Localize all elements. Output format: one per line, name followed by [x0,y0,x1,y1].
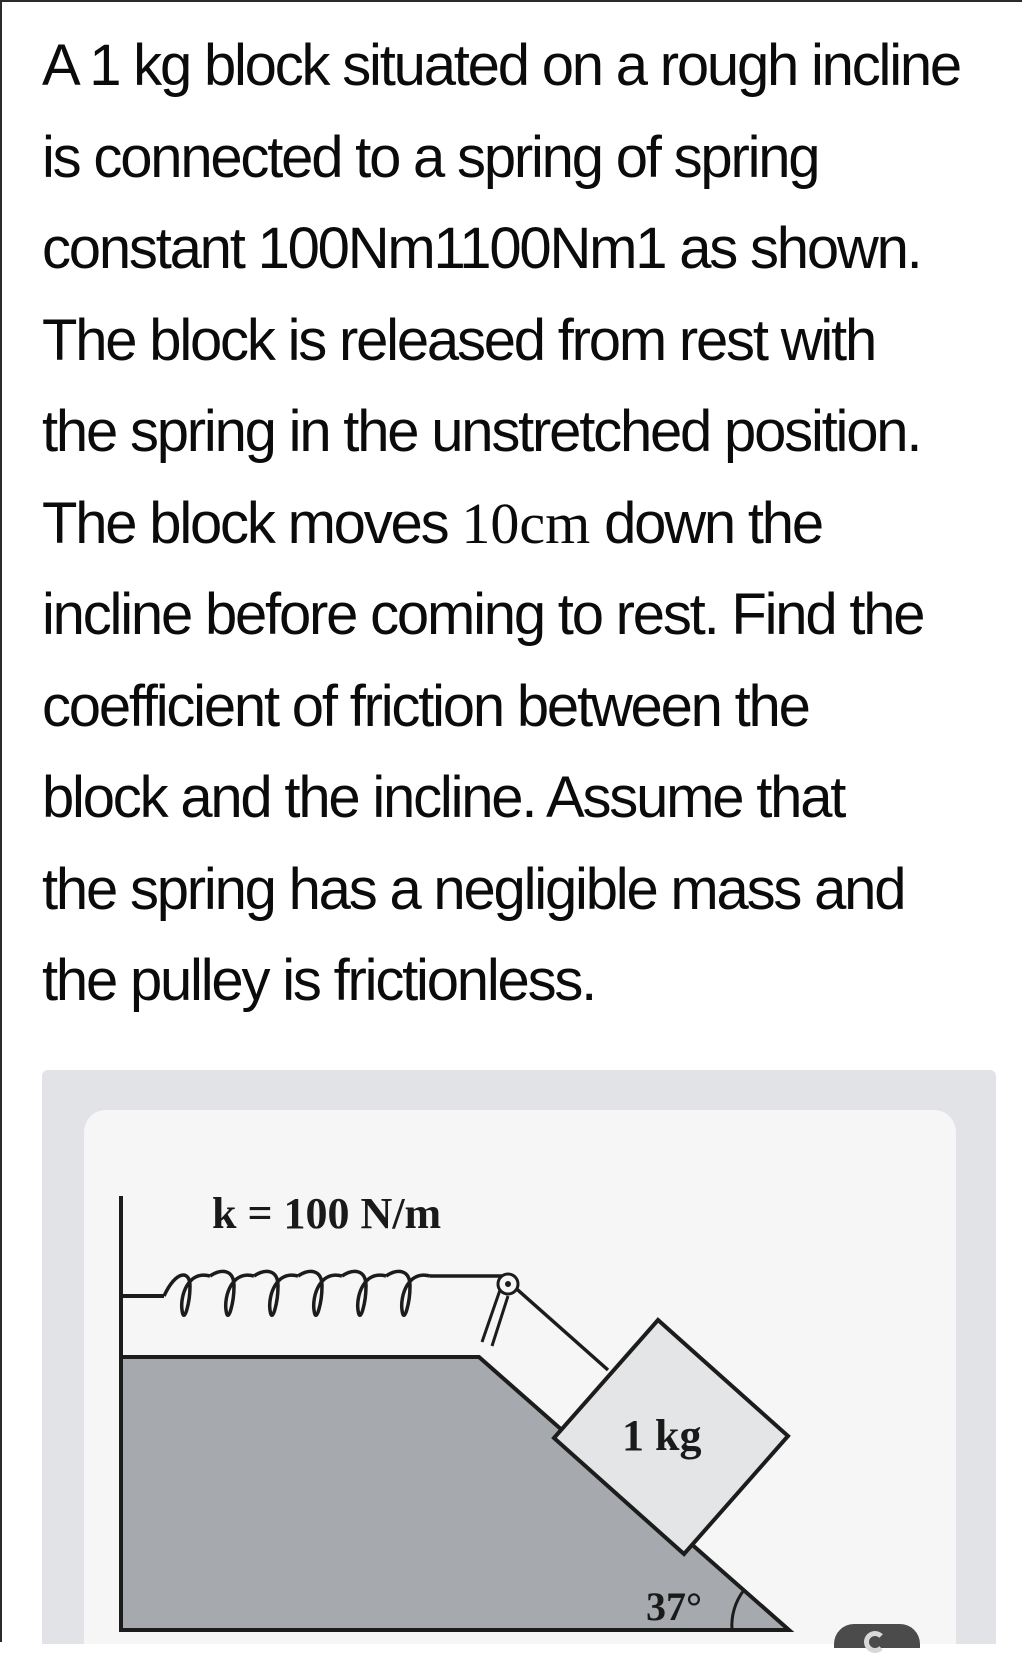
spring-constant-label: k = 100 N/m [212,1189,442,1238]
question-line-11: the pulley is frictionless. [42,948,596,1013]
question-line-2: is connected to a spring of spring [42,124,819,190]
spring-coils [164,1271,430,1315]
figure-card [84,1110,956,1644]
question-text [42,20,1002,1027]
pulley-axle [505,1281,511,1287]
question-line-1: A 1 kg block situated on a rough incline [42,33,960,98]
block-mass-label: 1 kg [622,1411,702,1460]
angle-label: 37° [646,1584,702,1629]
question-line-6-suffix: down the [590,490,822,556]
question-line-7: incline before coming to rest. Find the [42,582,924,647]
distance-value: 10cm [461,490,591,556]
question-line-6-prefix: The block moves [42,490,462,556]
incline-diagram [84,1110,956,1644]
question-line-4: The block is released from rest with [42,307,876,373]
question-line-9: block and the incline. Assume that [42,765,845,830]
question-line-10: the spring has a negligible mass and [42,856,905,922]
string-to-block [502,1276,608,1370]
refresh-icon[interactable] [834,1624,920,1648]
question-line-3: constant 100Nm1100Nm1 as shown. [42,216,921,281]
figure-panel [42,1070,996,1644]
question-line-5: the spring in the unstretched position. [42,399,921,464]
question-line-8: coefficient of friction between the [42,673,809,739]
question-line-6 [42,478,1002,570]
